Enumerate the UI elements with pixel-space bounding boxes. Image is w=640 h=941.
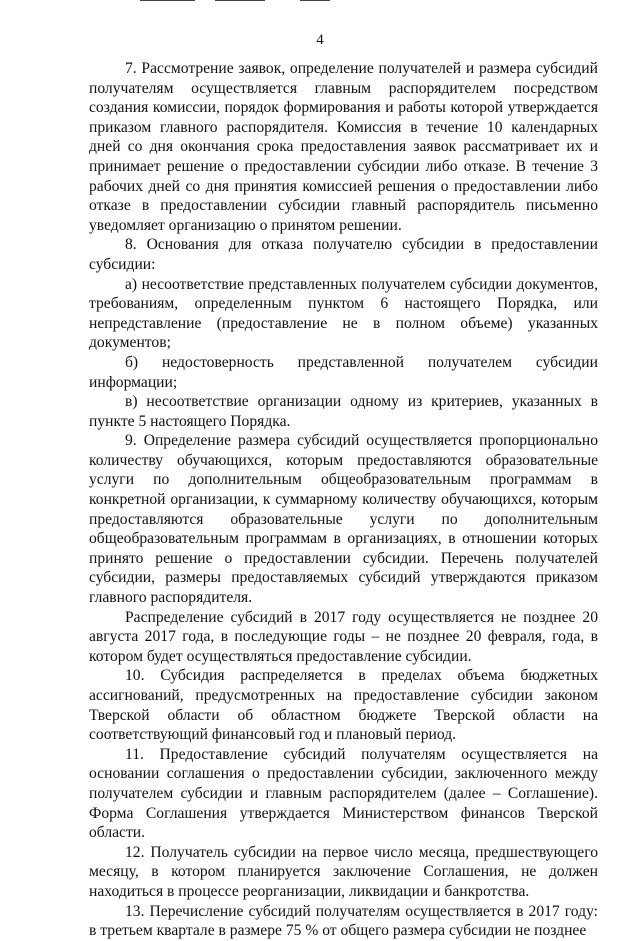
paragraph-13: 13. Перечисление субсидий получателям осуществляется в 2017 году: в третьем квартале в размере 75 % от общего размера субсидии не позднее (89, 902, 598, 940)
paragraph-8-item-b: б) недостоверность представленной получателем субсидии информации; (89, 353, 598, 391)
paragraph-11: 11. Предоставление субсидий получателям осуществляется на основании соглашения о предоставлении субсидии, заключенного между получателем субсидии и главным распорядителем (далее – Соглашение). Форма Соглашения утверждается Министерством финансов Тверской области. (89, 745, 598, 842)
paragraph-9: 9. Определение размера субсидий осуществляется пропорционально количеству обучающихся, которым предоставляются образовательные услуги по дополнительным общеобразовательным программам в конкретной организации, к суммарному количеству обучающихся, которым предоставляются образовательные услуги по дополнительным общеобразовательным программам в организациях, в отношении которых принято решение о предоставлении субсидии. Перечень получателей субсидии, размеры предоставляемых субсидий утверждаются приказом главного распорядителя. (89, 432, 598, 607)
paragraph-7: 7. Рассмотрение заявок, определение получателей и размера субсидий получателям осуществляется главным распорядителем посредством создания комиссии, порядок формирования и работы которой утверждается приказом главного распорядителя. Комиссия в течение 10 календарных дней со дня окончания срока предоставления заявок рассматривает их и принимает решение о предоставлении субсидии либо отказе. В течение 3 рабочих дней со дня принятия комиссией решения о предоставлении либо отказе в предоставлении субсидии главный распорядитель письменно уведомляет организацию о принятом решении. (89, 60, 598, 234)
top-edge-mark (140, 0, 195, 1)
paragraph-8-item-a: а) несоответствие представленных получателем субсидии документов, требованиям, определенным пунктом 6 настоящего Порядка, или непредставление (предоставление не в полном объеме) указанных документов; (89, 275, 598, 352)
paragraph-9-distribution: Распределение субсидий в 2017 году осуществляется не позднее 20 августа 2017 года, в последующие годы – не позднее 20 февраля, года, в котором будет осуществляться предоставление субсидии. (89, 608, 598, 665)
page-number: 4 (316, 32, 324, 48)
document-body (89, 59, 598, 941)
paragraph-12: 12. Получатель субсидии на первое число месяца, предшествующего месяцу, в котором планируется заключение Соглашения, не должен находиться в процессе реорганизации, ликвидации и банкротства. (89, 843, 598, 900)
paragraph-8-item-c: в) несоответствие организации одному из критериев, указанных в пункте 5 настоящего Порядка. (89, 393, 598, 430)
top-edge-mark (300, 0, 330, 1)
paragraph-8: 8. Основания для отказа получателю субсидии в предоставлении субсидии: (89, 236, 598, 273)
paragraph-10: 10. Субсидия распределяется в пределах объема бюджетных ассигнований, предусмотренных на предоставление субсидии законом Тверской области об областном бюджете Тверской области на соответствующий финансовый год и плановый период. (89, 667, 598, 744)
top-edge-mark (215, 0, 265, 1)
